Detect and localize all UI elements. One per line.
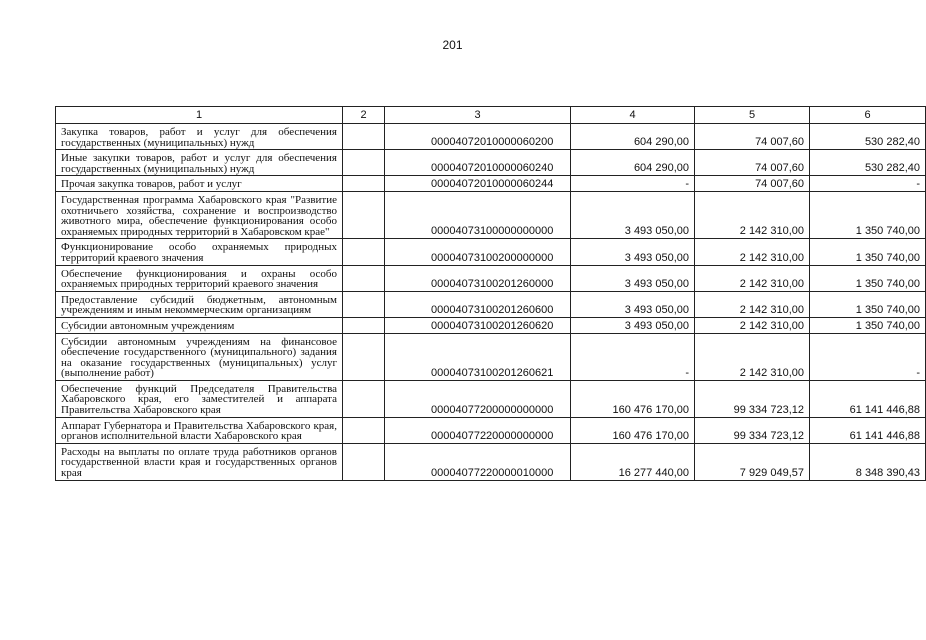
row-col4-value: 604 290,00 xyxy=(571,124,695,150)
row-code-cell: 00004077220000010000 xyxy=(385,443,571,480)
row-col5-value: 2 142 310,00 xyxy=(695,191,810,238)
row-col6-value: 1 350 740,00 xyxy=(810,317,926,333)
row-col6-value: 8 348 390,43 xyxy=(810,443,926,480)
row-col5-value: 7 929 049,57 xyxy=(695,443,810,480)
row-name-cell: Прочая закупка товаров, работ и услуг xyxy=(56,176,343,192)
table-row xyxy=(56,333,926,380)
row-col5-value: 2 142 310,00 xyxy=(695,239,810,265)
table-row xyxy=(56,443,926,480)
row-code-cell: 00004072010000060240 xyxy=(385,150,571,176)
table-row xyxy=(56,380,926,417)
row-col6-value: - xyxy=(810,176,926,192)
row-col6-value: 1 350 740,00 xyxy=(810,265,926,291)
row-col6-value: 61 141 446,88 xyxy=(810,380,926,417)
row-col2-cell xyxy=(343,380,385,417)
row-col2-cell xyxy=(343,191,385,238)
table-row xyxy=(56,150,926,176)
row-name-cell: Государственная программа Хабаровского края "Развитие охотничьего хозяйства, сохранение и воспроизводство животного мира, обеспечение функционирования особо охраняемых природных территорий в Хабаровском крае" xyxy=(56,191,343,238)
row-name-cell: Субсидии автономным учреждениям на финансовое обеспечение государственного (муниципального) задания на оказание государственных (муниципальных) услуг (выполнение работ) xyxy=(56,333,343,380)
row-col2-cell xyxy=(343,317,385,333)
row-code-cell: 00004073100201260000 xyxy=(385,265,571,291)
row-col6-value: 1 350 740,00 xyxy=(810,191,926,238)
table-row xyxy=(56,417,926,443)
row-name-cell: Предоставление субсидий бюджетным, автономным учреждениям и иным некоммерческим организациям xyxy=(56,291,343,317)
table-row xyxy=(56,291,926,317)
row-col6-value: 1 350 740,00 xyxy=(810,239,926,265)
row-name-cell: Закупка товаров, работ и услуг для обеспечения государственных (муниципальных) нужд xyxy=(56,124,343,150)
row-col6-value: 530 282,40 xyxy=(810,150,926,176)
row-col6-value: 1 350 740,00 xyxy=(810,291,926,317)
row-col5-value: 99 334 723,12 xyxy=(695,417,810,443)
row-col5-value: 2 142 310,00 xyxy=(695,317,810,333)
row-name-cell: Расходы на выплаты по оплате труда работников органов государственной власти края и государственных органов края xyxy=(56,443,343,480)
row-col2-cell xyxy=(343,291,385,317)
row-name-cell: Обеспечение функционирования и охраны особо охраняемых природных территорий краевого значения xyxy=(56,265,343,291)
row-col5-value: 74 007,60 xyxy=(695,124,810,150)
row-col4-value: 3 493 050,00 xyxy=(571,291,695,317)
column-header: 1 xyxy=(56,107,343,124)
row-col6-value: 530 282,40 xyxy=(810,124,926,150)
table-row xyxy=(56,124,926,150)
row-col4-value: 160 476 170,00 xyxy=(571,417,695,443)
row-name-cell: Обеспечение функций Председателя Правительства Хабаровского края, его заместителей и аппарата Правительства Хабаровского края xyxy=(56,380,343,417)
table-row xyxy=(56,239,926,265)
column-header: 5 xyxy=(695,107,810,124)
row-name-cell: Функционирование особо охраняемых природных территорий краевого значения xyxy=(56,239,343,265)
row-col4-value: 3 493 050,00 xyxy=(571,239,695,265)
row-col2-cell xyxy=(343,176,385,192)
row-col4-value: 160 476 170,00 xyxy=(571,380,695,417)
table-row xyxy=(56,176,926,192)
row-col5-value: 2 142 310,00 xyxy=(695,333,810,380)
row-col4-value: 16 277 440,00 xyxy=(571,443,695,480)
column-header: 4 xyxy=(571,107,695,124)
row-name-cell: Субсидии автономным учреждениям xyxy=(56,317,343,333)
table-row xyxy=(56,191,926,238)
row-code-cell: 00004073100201260600 xyxy=(385,291,571,317)
row-code-cell: 00004073100201260621 xyxy=(385,333,571,380)
row-col5-value: 74 007,60 xyxy=(695,150,810,176)
row-code-cell: 00004077220000000000 xyxy=(385,417,571,443)
column-header: 2 xyxy=(343,107,385,124)
row-code-cell: 00004073100200000000 xyxy=(385,239,571,265)
row-col4-value: 604 290,00 xyxy=(571,150,695,176)
row-col2-cell xyxy=(343,124,385,150)
budget-table xyxy=(55,106,926,481)
row-code-cell: 00004073100201260620 xyxy=(385,317,571,333)
row-col6-value: - xyxy=(810,333,926,380)
row-code-cell: 00004073100000000000 xyxy=(385,191,571,238)
row-code-cell: 00004072010000060244 xyxy=(385,176,571,192)
table-row xyxy=(56,317,926,333)
row-col4-value: 3 493 050,00 xyxy=(571,317,695,333)
row-col2-cell xyxy=(343,239,385,265)
row-code-cell: 00004072010000060200 xyxy=(385,124,571,150)
row-col4-value: - xyxy=(571,333,695,380)
row-col2-cell xyxy=(343,417,385,443)
row-col2-cell xyxy=(343,265,385,291)
row-col6-value: 61 141 446,88 xyxy=(810,417,926,443)
row-col5-value: 74 007,60 xyxy=(695,176,810,192)
row-col5-value: 2 142 310,00 xyxy=(695,291,810,317)
row-col5-value: 99 334 723,12 xyxy=(695,380,810,417)
row-code-cell: 00004077200000000000 xyxy=(385,380,571,417)
row-col4-value: 3 493 050,00 xyxy=(571,191,695,238)
row-col2-cell xyxy=(343,150,385,176)
table-row xyxy=(56,265,926,291)
row-col2-cell xyxy=(343,443,385,480)
row-name-cell: Иные закупки товаров, работ и услуг для обеспечения государственных (муниципальных) нужд xyxy=(56,150,343,176)
row-col4-value: 3 493 050,00 xyxy=(571,265,695,291)
row-col4-value: - xyxy=(571,176,695,192)
table-header-row xyxy=(56,107,926,124)
row-name-cell: Аппарат Губернатора и Правительства Хабаровского края, органов исполнительной власти Хабаровского края xyxy=(56,417,343,443)
row-col2-cell xyxy=(343,333,385,380)
page-number: 201 xyxy=(442,38,463,52)
column-header: 6 xyxy=(810,107,926,124)
column-header: 3 xyxy=(385,107,571,124)
row-col5-value: 2 142 310,00 xyxy=(695,265,810,291)
